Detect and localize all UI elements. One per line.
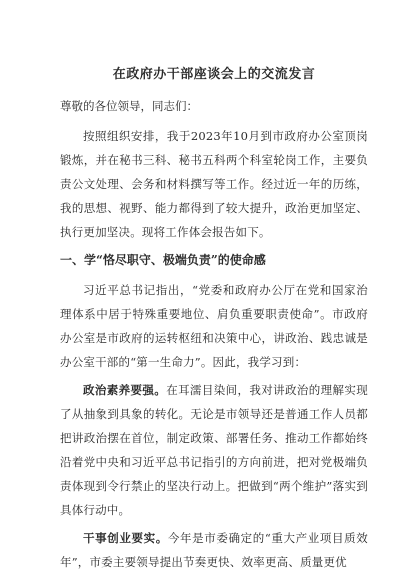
section1-item-political	[60, 378, 368, 522]
section-heading-1: 一、学“恪尽职守、极端负责”的使命感	[60, 253, 266, 267]
document-title: 在政府办干部座谈会上的交流发言	[112, 67, 316, 82]
salutation: 尊敬的各位领导，同志们：	[60, 99, 198, 113]
item-text-work: 今年是市委确定的“重大产业项目质效年”，市委主要领导提出节奏更快、效率更高、质量更优	[60, 531, 368, 569]
section1-item-work	[60, 526, 368, 574]
intro-paragraph: 按照组织安排，我于2023年10月到市政府办公室顶岗锻炼，并在秘书三科、秘书五科两个科室轮岗工作，主要负责公文处理、会务和材料撰写等工作。经过近一年的历练，我的思想、视野、能力都得到了较大提升，政治更加坚定、执行更加坚决。现将工作体会报告如下。	[60, 129, 368, 239]
item-text-political: 在耳濡目染间，我对讲政治的理解实现了从抽象到具象的转化。无论是市领导还是普通工作人员都把讲政治摆在首位，制定政策、部署任务、推动工作都始终沿着党中央和习近平总书记指引的方向前进，把对党极端负责体现到令行禁止的坚决行动上。把做到“两个维护”落实到具体行动中。	[60, 383, 368, 517]
section1-paragraph: 习近平总书记指出，“党委和政府办公厅在党和国家治理体系中居于特殊重要地位、肩负重要职责使命”。市政府办公室是市政府的运转枢纽和决策中心，讲政治、践忠诚是办公室干部的“第一生命力”。因此，我学习到：	[60, 283, 368, 369]
item-lead-work: 干事创业要实。	[83, 531, 168, 545]
item-lead-political: 政治素养要强。	[83, 383, 167, 397]
